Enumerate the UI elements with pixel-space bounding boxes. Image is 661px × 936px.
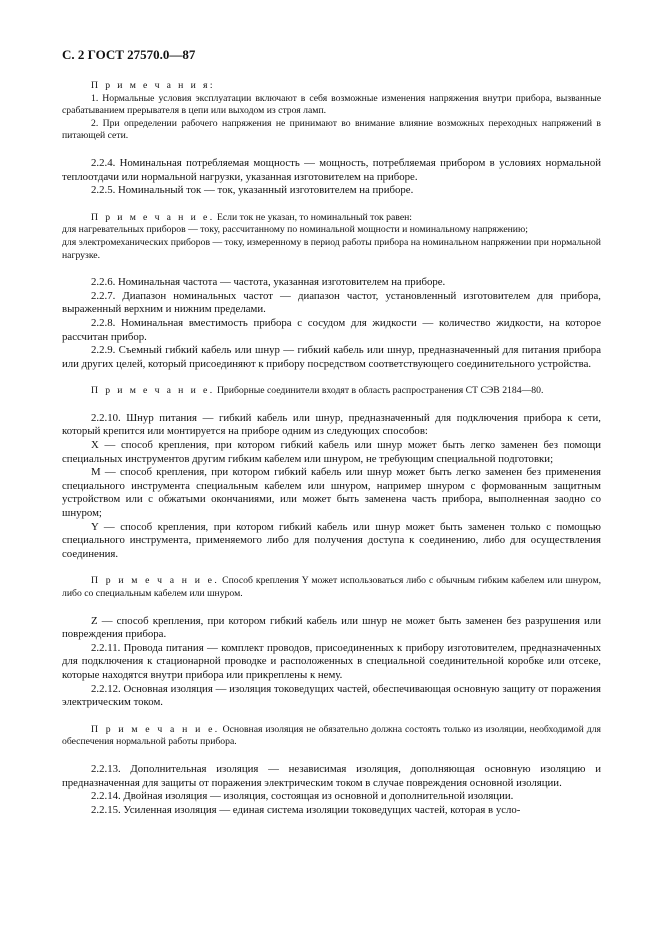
clause-2-2-10-x: X — способ крепления, при котором гибкий кабель или шнур может быть легко заменен без помощи специальных инструментов другим гибким кабелем или шнуром, не требующим специальной подготовки; bbox=[62, 439, 601, 465]
note-body: Приборные соединители входят в область распространения СТ СЭВ 2184—80. bbox=[216, 385, 544, 397]
clause-2-2-4: 2.2.4. Номинальная потребляемая мощность — мощность, потребляемая прибором в условиях нормальной теплоотдачи или нормальной нагрузки, указанная изготовителем на приборе. bbox=[62, 156, 601, 183]
note-block-2 bbox=[62, 212, 601, 262]
clause-2-2-12: 2.2.12. Основная изоляция — изоляция токоведущих частей, обеспечивающая основную защиту от поражения электрическим током. bbox=[62, 682, 601, 709]
section-block-224-225 bbox=[62, 157, 601, 198]
note-line: для нагревательных приборов — току, рассчитанному по номинальной мощности и номинальному напряжению; bbox=[62, 224, 528, 236]
note-label: П р и м е ч а н и я: bbox=[91, 80, 215, 91]
note-label: П р и м е ч а н и е. bbox=[91, 385, 215, 397]
note-intro-text: Если ток не указан, то номинальный ток равен: bbox=[216, 211, 413, 223]
note-intro bbox=[62, 212, 601, 225]
note-item: 1. Нормальные условия эксплуатации включают в себя возможные изменения напряжения внутри прибора, вызванные срабатыванием прерывателя в цепи или выходом из строя ламп. bbox=[62, 92, 601, 117]
page-header: С. 2 ГОСТ 27570.0—87 bbox=[62, 47, 196, 62]
clause-2-2-10-z: Z — способ крепления, при котором гибкий кабель или шнур не может быть заменен без разрушения или повреждения прибора. bbox=[62, 614, 601, 641]
clause-2-2-13: 2.2.13. Дополнительная изоляция — независимая изоляция, дополняющая основную изоляцию и предназначенная для защиты от поражения электрическим током в случае повреждения основной изоляции. bbox=[62, 762, 601, 789]
clause-2-2-7: 2.2.7. Диапазон номинальных частот — диапазон частот, установленный изготовителем для прибора, выраженный верхним и нижним пределами. bbox=[62, 289, 601, 316]
section-block-2210 bbox=[62, 412, 601, 562]
clause-2-2-9: 2.2.9. Съемный гибкий кабель или шнур — гибкий кабель или шнур, предназначенный для питания прибора или других целей, который присоединяют к прибору посредством соответствующего соединительного устройства. bbox=[62, 344, 601, 370]
clause-2-2-10: 2.2.10. Шнур питания — гибкий кабель или шнур, предназначенный для подключения прибора к сети, который крепится или монтируется на приборе одним из следующих способов: bbox=[62, 411, 601, 438]
clause-2-2-14: 2.2.14. Двойная изоляция — изоляция, состоящая из основной и дополнительной изоляции. bbox=[91, 790, 514, 803]
note-block-5 bbox=[62, 724, 601, 749]
section-block-226-229 bbox=[62, 276, 601, 371]
note-label: П р и м е ч а н и е. bbox=[91, 723, 220, 735]
clause-2-2-10-m: М — способ крепления, при котором гибкий кабель или шнур может быть легко заменен без применения специального инструмента специальным кабелем или шнуром, например шнуром с формованным защитным устройством или с обжатыми окончаниями, или может быть заменена часть прибора, выполненная заодно со шнуром; bbox=[62, 466, 601, 520]
clause-2-2-10-y: Y — способ крепления, при котором гибкий кабель или шнур может быть заменен только с помощью специального инструмента, применяемого либо для получения доступа к соединению, либо для осуществления соединения. bbox=[62, 520, 601, 560]
clause-2-2-15: 2.2.15. Усиленная изоляция — единая система изоляции токоведущих частей, которая в усло- bbox=[91, 803, 521, 816]
note-text bbox=[62, 575, 601, 600]
clause-2-2-6: 2.2.6. Номинальная частота — частота, указанная изготовителем на приборе. bbox=[91, 276, 446, 289]
note-text bbox=[62, 724, 601, 749]
note-body: Способ крепления Y может использоваться либо с обычным гибким кабелем или шнуром, либо со специальным кабелем или шнуром. bbox=[62, 575, 602, 599]
note-block-4 bbox=[62, 575, 601, 600]
note-item: 2. При определении рабочего напряжения не принимают во внимание влияние возможных переходных напряжений в питающей сети. bbox=[62, 117, 601, 142]
note-label: П р и м е ч а н и е. bbox=[91, 575, 220, 587]
note-text bbox=[62, 385, 601, 398]
note-label: П р и м е ч а н и е. bbox=[91, 211, 215, 223]
note-body: Основная изоляция не обязательно должна состоять только из изоляции, необходимой для обеспечения нормальной работы прибора. bbox=[62, 723, 602, 748]
note-block-1 bbox=[62, 80, 601, 143]
clause-2-2-8: 2.2.8. Номинальная вместимость прибора с сосудом для жидкости — количество жидкости, на которое рассчитан прибор. bbox=[62, 316, 601, 343]
section-block-2210z-2212 bbox=[62, 615, 601, 710]
clause-2-2-11: 2.2.11. Провода питания — комплект проводов, присоединенных к прибору изготовителем, предназначенных для подключения к стационарной проводке и расположенных в специальной соединительной коробке или отсеке, которые находятся внутри прибора или прикреплены к нему. bbox=[62, 641, 601, 681]
clause-2-2-5: 2.2.5. Номинальный ток — ток, указанный изготовителем на приборе. bbox=[91, 184, 414, 197]
section-block-2213-2215 bbox=[62, 763, 601, 817]
note-line: для электромеханических приборов — току, измеренному в период работы прибора на номинальном напряжении при нормальной нагрузке. bbox=[62, 236, 601, 261]
note-block-3 bbox=[62, 385, 601, 398]
